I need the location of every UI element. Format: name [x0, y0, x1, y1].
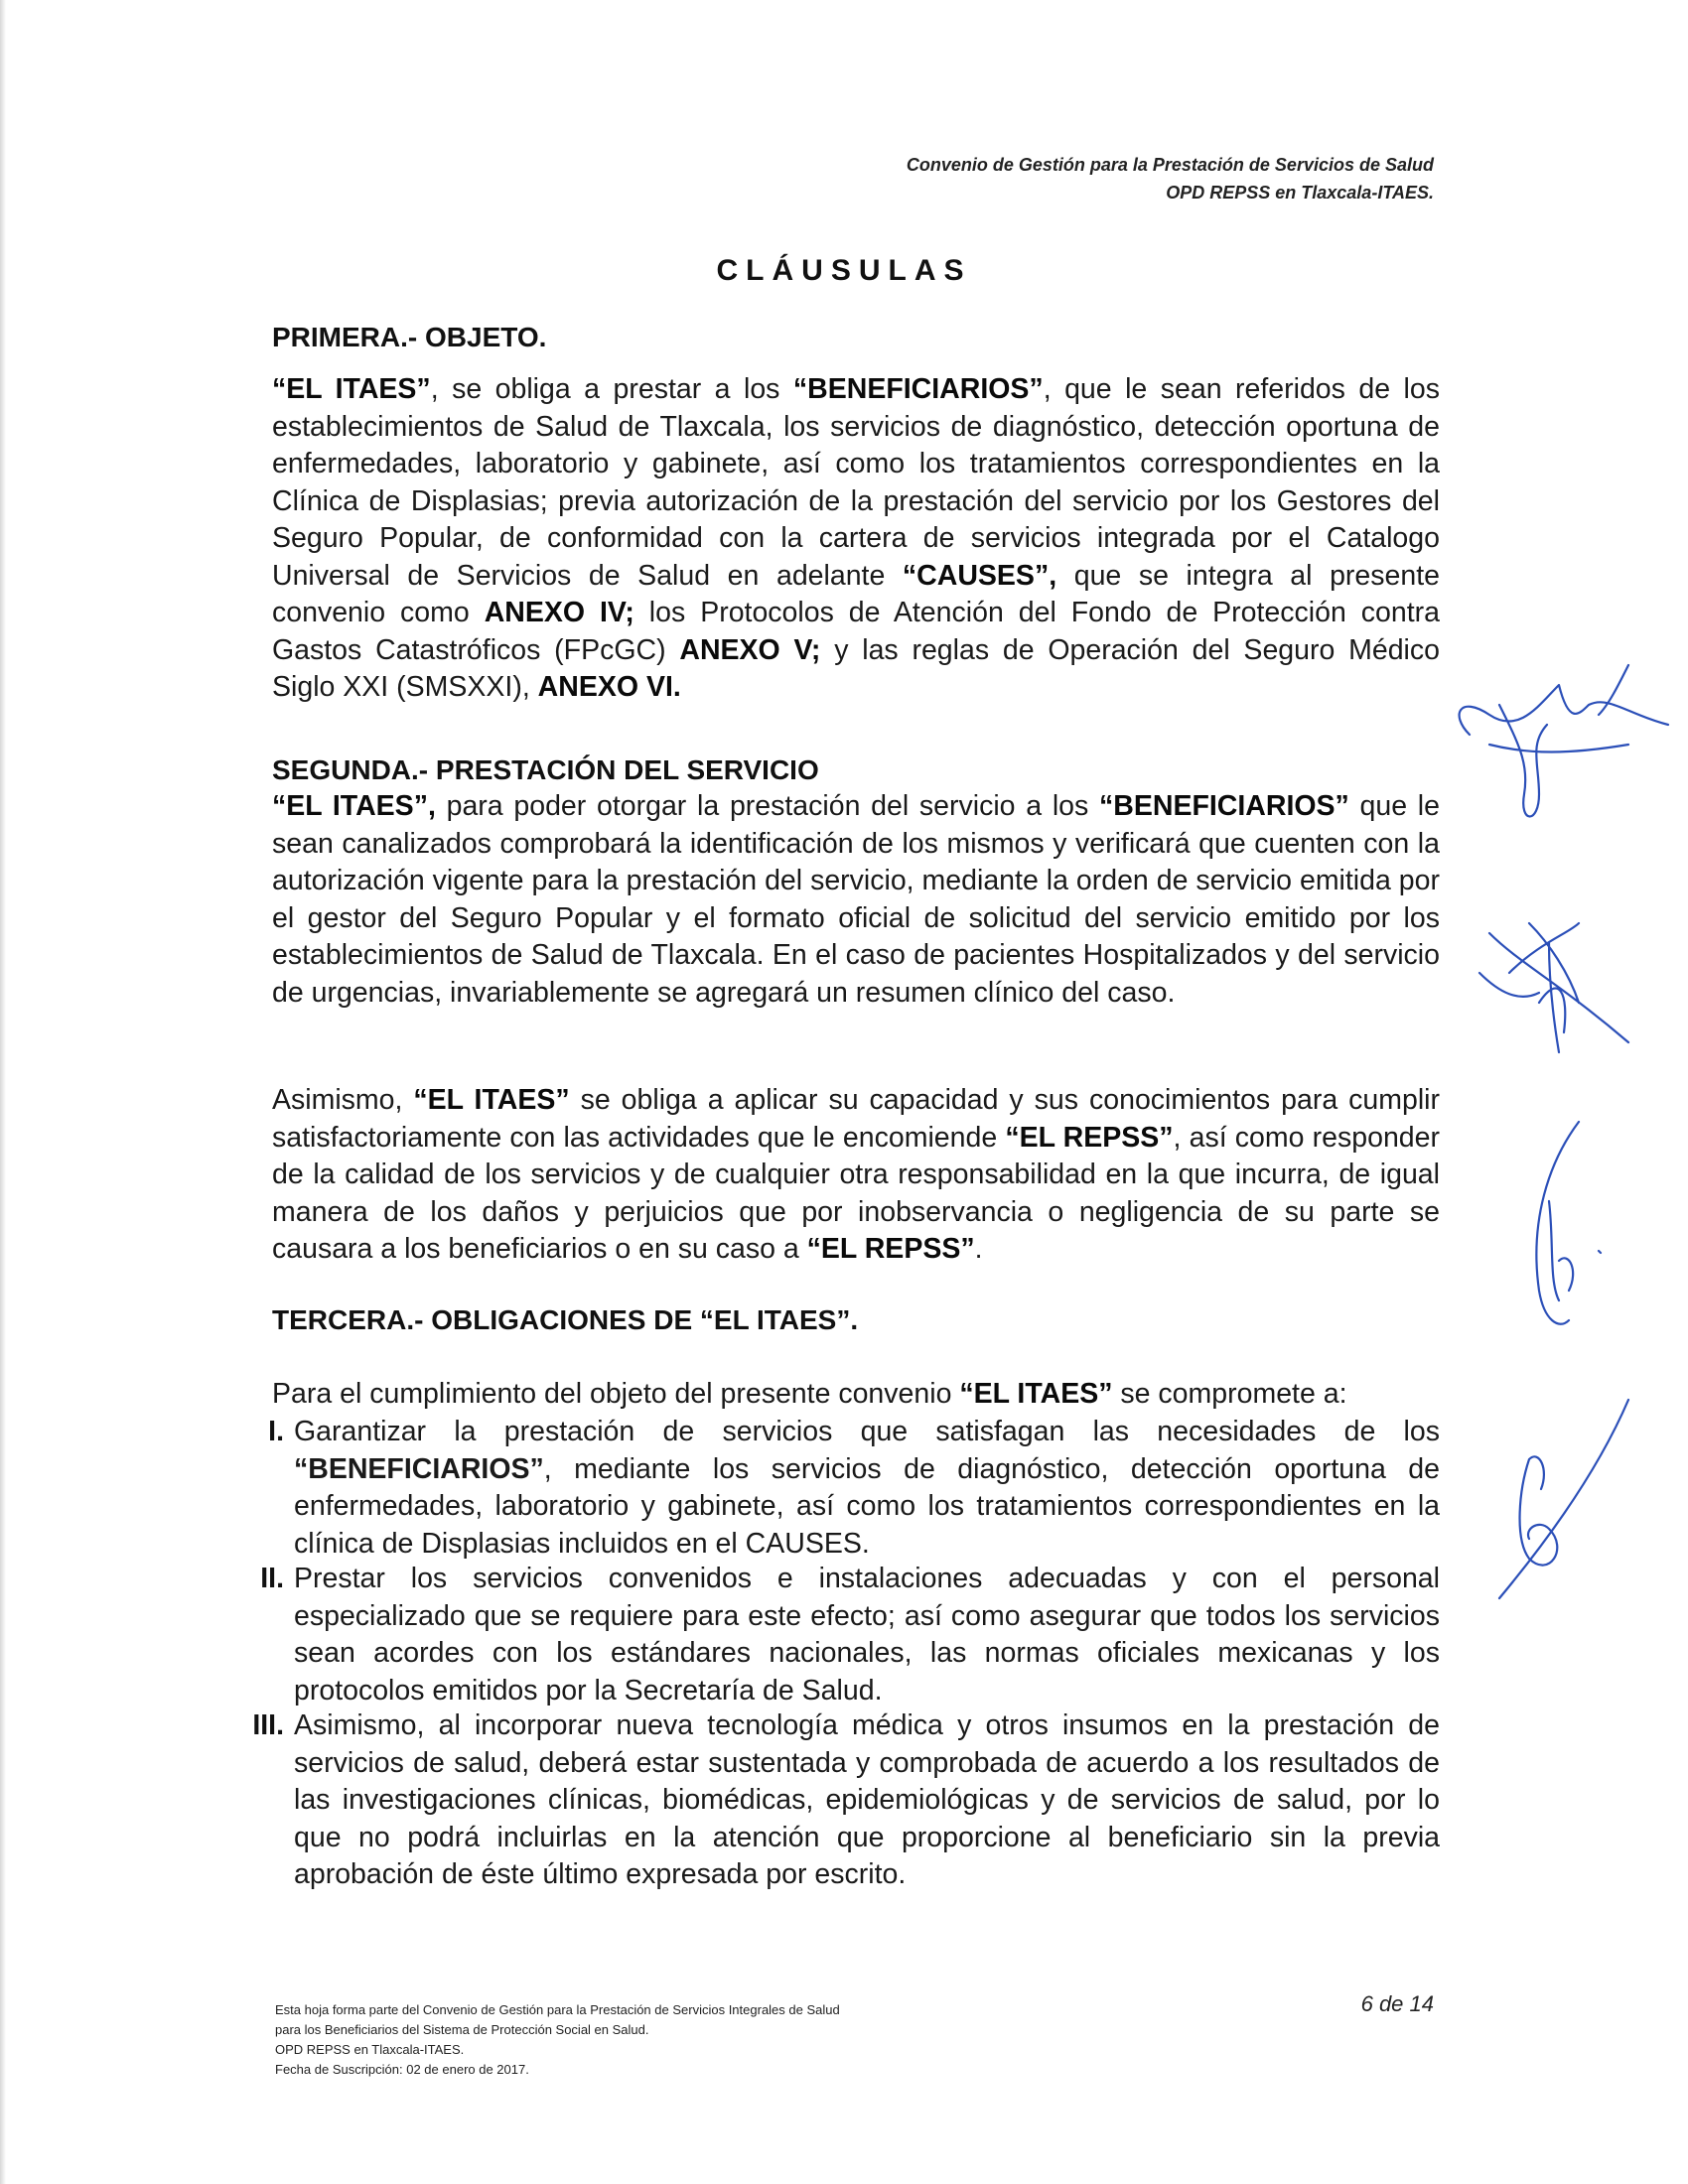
item-number: III.	[252, 1709, 284, 1741]
footer-line-4: Fecha de Suscripción: 02 de enero de 2017.	[275, 2062, 529, 2077]
item-text: Garantizar la prestación de servicios que satisfagan las necesidades de los “BENEFICIARIOS”, mediante los servicios de diagnóstico, detección oportuna de enfermedades, laboratorio y gabinete, así como los tratamientos correspondientes en la clínica de Displasias incluidos en el CAUSES.	[294, 1416, 1440, 1560]
page-title: CLÁUSULAS	[716, 254, 972, 287]
clause-tercera-heading: TERCERA.- OBLIGACIONES DE “EL ITAES”.	[272, 1304, 859, 1335]
header-line-2: OPD REPSS en Tlaxcala-ITAES.	[1166, 183, 1434, 203]
item-number: I.	[268, 1416, 284, 1447]
signature-1	[1460, 665, 1668, 817]
page-number: 6 de 14	[1360, 1991, 1434, 2016]
footer-line-2: para los Beneficiarios del Sistema de Protección Social en Salud.	[275, 2022, 649, 2037]
scan-edge	[0, 0, 6, 2184]
footer-line-3: OPD REPSS en Tlaxcala-ITAES.	[275, 2042, 465, 2057]
clause-segunda-heading: SEGUNDA.- PRESTACIÓN DEL SERVICIO	[272, 754, 819, 785]
header-line-1: Convenio de Gestión para la Prestación de Servicios de Salud	[906, 155, 1434, 175]
margin-signatures	[1430, 645, 1688, 1737]
clause-primera-paragraph: “EL ITAES”, se obliga a prestar a los “BENEFICIARIOS”, que le sean referidos de los establecimientos de Salud de Tlaxcala, los servicios de diagnóstico, detección oportuna de enfermedades, laboratorio y gabinete, así como los tratamientos correspondientes en la Clínica de Displasias; previa autorización de la prestación del servicio por los Gestores del Seguro Popular, de conformidad con la cartera de servicios integrada por el Catalogo Universal de Servicios de Salud en adelante “CAUSES”, que se integra al presente convenio como ANEXO IV; los Protocolos de Atención del Fondo de Protección contra Gastos Catastróficos (FPcGC) ANEXO V; y las reglas de Operación del Seguro Médico Siglo XXI (SMSXXI), ANEXO VI.	[272, 373, 1440, 703]
signature-2	[1479, 923, 1628, 1052]
signature-3	[1536, 1122, 1601, 1324]
signature-marks	[1430, 645, 1688, 1737]
clause-primera-heading: PRIMERA.- OBJETO.	[272, 322, 547, 352]
clause-segunda-paragraph-2: Asimismo, “EL ITAES” se obliga a aplicar su capacidad y sus conocimientos para cumplir satisfactoriamente con las actividades que le encomiende “EL REPSS”, así como responder de la calidad de los servicios y de cualquier otra responsabilidad en la que incurra, de igual manera de los daños y perjuicios que por inobservancia o negligencia de su parte se causara a los beneficiarios o en su caso a “EL REPSS”.	[272, 1084, 1440, 1265]
footer-line-1: Esta hoja forma parte del Convenio de Gestión para la Prestación de Servicios Integrales de Salud	[275, 2002, 840, 2017]
footer-note	[275, 2000, 840, 2080]
clause-tercera-intro: Para el cumplimiento del objeto del presente convenio “EL ITAES” se compromete a:	[272, 1378, 1347, 1410]
item-text: Asimismo, al incorporar nueva tecnología médica y otros insumos en la prestación de servicios de salud, deberá estar sustentada y comprobada de acuerdo a los resultados de las investigaciones clínicas, biomédicas, epidemiológicas y de servicios de salud, por lo que no podrá incluirlas en la atención que proporcione al beneficiario sin la previa aprobación de éste último expresada por escrito.	[294, 1709, 1440, 1890]
signature-4	[1499, 1400, 1628, 1598]
clause-segunda-paragraph-1: “EL ITAES”, para poder otorgar la prestación del servicio a los “BENEFICIARIOS” que le sean canalizados comprobará la identificación de los mismos y verificará que cuenten con la autorización vigente para la prestación del servicio, mediante la orden de servicio emitida por el gestor del Seguro Popular y el formato oficial de solicitud del servicio emitido por los establecimientos de Salud de Tlaxcala. En el caso de pacientes Hospitalizados y del servicio de urgencias, invariablemente se agregará un resumen clínico del caso.	[272, 790, 1440, 1009]
item-number: II.	[260, 1563, 284, 1594]
item-text: Prestar los servicios convenidos e instalaciones adecuadas y con el personal especializado que se requiere para este efecto; así como asegurar que todos los servicios sean acordes con los estándares nacionales, las normas oficiales mexicanas y los protocolos emitidos por la Secretaría de Salud.	[294, 1563, 1440, 1706]
